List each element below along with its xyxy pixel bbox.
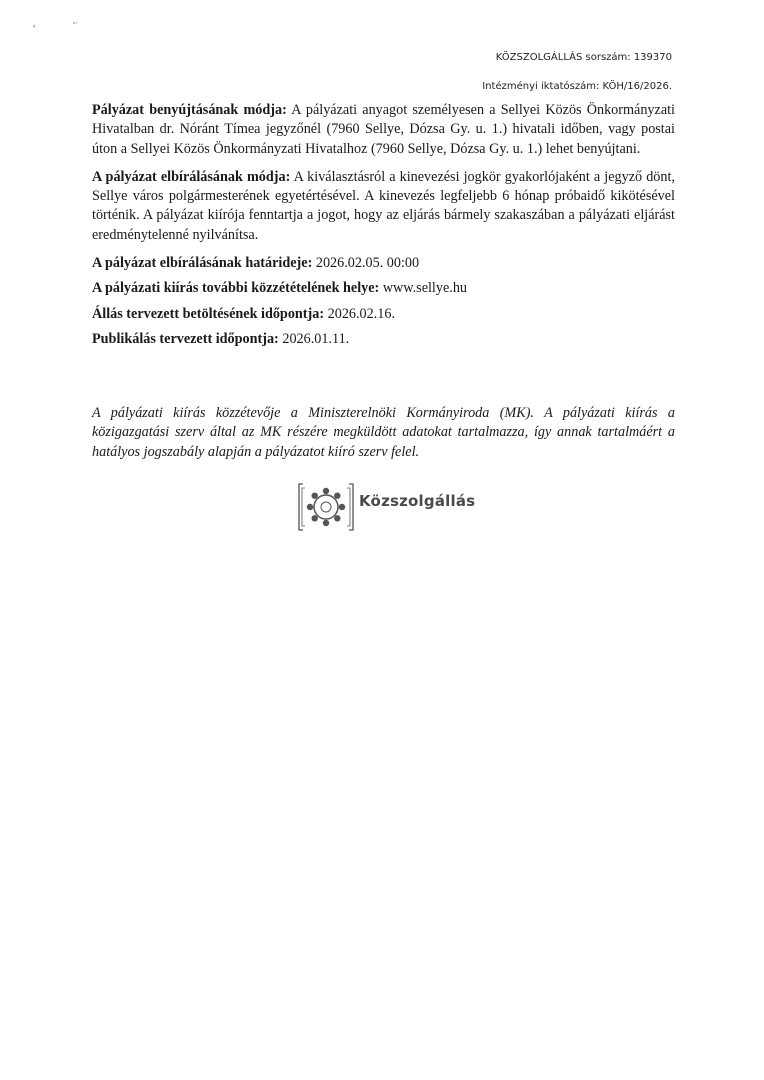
publisher-notice: A pályázati kiírás közzétevője a Miniszterelnöki Kormányiroda (MK). A pályázati kiírás a közigazgatási szerv által az MK részére megküldött adatokat tartalmazza, így annak tartalmáért a hatályos jogszabály alapján a pályázatot kiíró szerv felel. xyxy=(92,405,675,460)
publish-date-label: Publikálás tervezett időpontja: xyxy=(92,330,279,347)
submission-paragraph xyxy=(92,101,675,159)
start-date-label: Állás tervezett betöltésének időpontja: xyxy=(92,305,325,322)
evaluation-text: A kiválasztásról a kinevezési jogkör gyakorlójaként a jegyző dönt, Sellye város polgármesterének egyetértésével. A kinevezés legfeljebb 6 hónap próbaidő kikötésével történik. A pályázat kiírója fenntartja a jogot, hogy az eljárás bármely szakaszában a pályázati eljárást eredménytelenné nyilvánítsa. xyxy=(92,168,675,243)
publication-place-value: www.sellye.hu xyxy=(379,280,468,297)
publication-place-line xyxy=(92,279,675,298)
deadline-value: 2026.02.05. 00:00 xyxy=(312,255,420,272)
evaluation-paragraph xyxy=(92,168,675,245)
submission-label: Pályázat benyújtásának módja: xyxy=(92,102,287,118)
logo-text: Közszolgállás xyxy=(359,492,476,510)
start-date-line xyxy=(92,305,675,324)
scan-mark-a: ᵍ xyxy=(33,24,36,31)
document-body xyxy=(92,101,675,355)
scan-marks xyxy=(33,21,93,33)
scan-mark-b: ᵐ xyxy=(73,21,77,28)
serial-number: KÖZSZOLGÁLLÁS sorszám: 139370 xyxy=(495,52,672,63)
start-date-value: 2026.02.16. xyxy=(324,305,396,322)
kozszolgallas-emblem-icon xyxy=(295,478,357,536)
publication-place-label: A pályázati kiírás további közzétételének helye: xyxy=(92,280,380,297)
deadline-label: A pályázat elbírálásának határideje: xyxy=(92,255,313,272)
publish-date-line xyxy=(92,330,675,349)
publish-date-value: 2026.01.11. xyxy=(278,330,350,347)
registry-number: Intézményi iktatószám: KÖH/16/2026. xyxy=(482,81,672,92)
deadline-line xyxy=(92,254,675,273)
kozszolgallas-logo xyxy=(295,478,485,536)
submission-text: A pályázati anyagot személyesen a Sellyei Közös Önkormányzati Hivatalban dr. Nóránt Tímea jegyzőnél (7960 Sellye, Dózsa Gy. u. 1.) hivatali időben, vagy postai úton a Sellyei Közös Önkormányzati Hivatalhoz (7960 Sellye, Dózsa Gy. u. 1.) lehet benyújtani. xyxy=(92,102,676,157)
evaluation-label: A pályázat elbírálásának módja: xyxy=(92,168,291,185)
